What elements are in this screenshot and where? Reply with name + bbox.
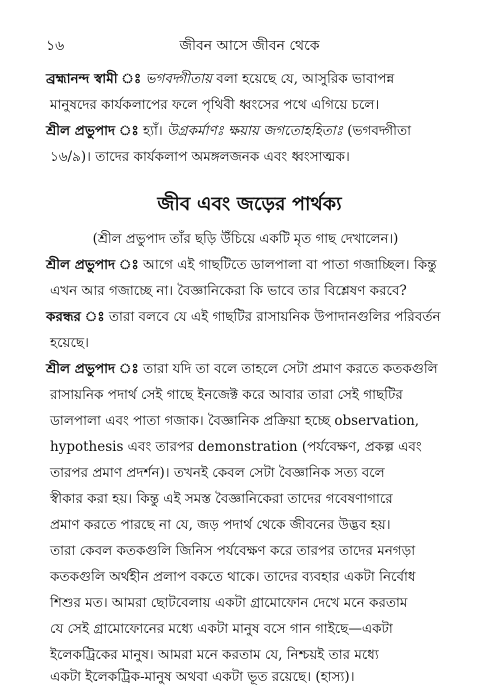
paragraph-5-line-1 <box>46 360 438 378</box>
running-header-title: জীবন আসে জীবন থেকে <box>179 38 320 54</box>
paragraph-5-line-5: তারপর প্রমাণ প্রদর্শন)। তখনই কেবল সেটা বৈজ্ঞানিক সত্য বলে <box>50 465 385 481</box>
paragraph-1-line-2: মানুষদের কার্যকলাপের ফলে পৃথিবী ধ্বংসের পথে এগিয়ে চলে। <box>50 97 380 113</box>
paragraph-1-line-1 <box>46 70 394 88</box>
paragraph-5-line-9: কতকগুলি অর্থহীন প্রলাপ বকতে থাকে। তাদের ব্যবহার একটা নির্বোধ <box>50 569 416 585</box>
sanskrit-quote: উগ্রকর্মাণঃ ক্ষয়ায় জগতোহহিতাঃ <box>167 123 343 139</box>
scripture-reference: ভগবদ্গীতায় <box>145 71 213 87</box>
speaker-prabhupada: শ্রীল প্রভুপাদ ঃ <box>46 123 139 139</box>
paragraph-3-line-2: এখন আর গজাচ্ছে না। বৈজ্ঞানিকেরা কি ভাবে তার বিশ্লেষণ করবে? <box>50 283 407 299</box>
paragraph-3-text-1: আগে এই গাছটিতে ডালপালা বা পাতা গজাচ্ছিল। কিন্তু <box>138 257 437 273</box>
paragraph-5-line-7: প্রমাণ করতে পারছে না যে, জড় পদার্থ থেকে জীবনের উদ্ভব হয়। <box>50 517 391 533</box>
paragraph-5-line-2: রাসায়নিক পদার্থ সেই গাছে ইনজেক্ট করে আবার তারা সেই গাছটির <box>50 387 403 403</box>
paragraph-5-line-10: শিশুর মত। আমরা ছোটবেলায় একটা গ্রামোফোন দেখে মনে করতাম <box>50 595 408 611</box>
paragraph-2-line-1 <box>46 122 411 140</box>
paragraph-2-line-2: ১৬/৯)। তাদের কার্যকলাপ অমঙ্গলজনক এবং ধ্বংসাত্মক। <box>50 149 350 165</box>
paragraph-2-text-pre: হ্যাঁ। <box>138 123 168 139</box>
speaker-karandhara: করন্ধর ঃ <box>46 309 105 325</box>
section-heading: জীব এবং জড়ের পার্থক্য <box>157 193 342 215</box>
speaker-brahmananda: ব্রহ্মানন্দ স্বামী ঃ <box>46 71 142 87</box>
paragraph-5-text-1: তারা যদি তা বলে তাহলে সেটা প্রমাণ করতে কতকগুলি <box>138 361 438 377</box>
paragraph-4-line-2: হয়েছে। <box>50 335 89 351</box>
paragraph-5-line-6: স্বীকার করা হয়। কিন্তু এই সমস্ত বৈজ্ঞানিকেরা তাদের গবেষণাগারে <box>50 491 393 507</box>
paragraph-4-line-1 <box>46 308 441 326</box>
paragraph-2-text-post: (ভগবদ্গীতা <box>342 123 412 139</box>
paragraph-1-text-1: বলা হয়েছে যে, আসুরিক ভাবাপন্ন <box>212 71 395 87</box>
paragraph-4-text-1: তারা বলবে যে এই গাছটির রাসায়নিক উপাদানগুলির পরিবর্তন <box>104 309 441 325</box>
stage-direction: (শ্রীল প্রভুপাদ তাঁর ছড়ি উঁচিয়ে একটি মৃত গাছ দেখালেন।) <box>92 231 399 247</box>
paragraph-3-line-1 <box>46 256 437 274</box>
paragraph-5-line-3: ডালপালা এবং পাতা গজাক। বৈজ্ঞানিক প্রক্রিয়া হচ্ছে observation, <box>50 413 420 429</box>
paragraph-5-line-4: hypothesis এবং তারপর demonstration (পর্যবেক্ষণ, প্রকল্প এবং <box>50 439 422 455</box>
speaker-prabhupada: শ্রীল প্রভুপাদ ঃ <box>46 257 139 273</box>
paragraph-5-line-13: একটা ইলেকট্রিক-মানুষ অথবা একটা ভূত রয়েছে। (হাস্য)। <box>50 669 355 685</box>
paragraph-5-line-12: ইলেকট্রিকের মানুষ। আমরা মনে করতাম যে, নিশ্চয়ই তার মধ্যে <box>50 647 379 663</box>
speaker-prabhupada: শ্রীল প্রভুপাদ ঃ <box>46 361 139 377</box>
paragraph-5-line-8: তারা কেবল কতকগুলি জিনিস পর্যবেক্ষণ করে তারপর তাদের মনগড়া <box>50 543 416 559</box>
paragraph-5-line-11: যে সেই গ্রামোফোনের মধ্যে একটা মানুষ বসে গান গাইছে—একটা <box>50 621 393 637</box>
page-number: ১৬ <box>46 38 65 54</box>
